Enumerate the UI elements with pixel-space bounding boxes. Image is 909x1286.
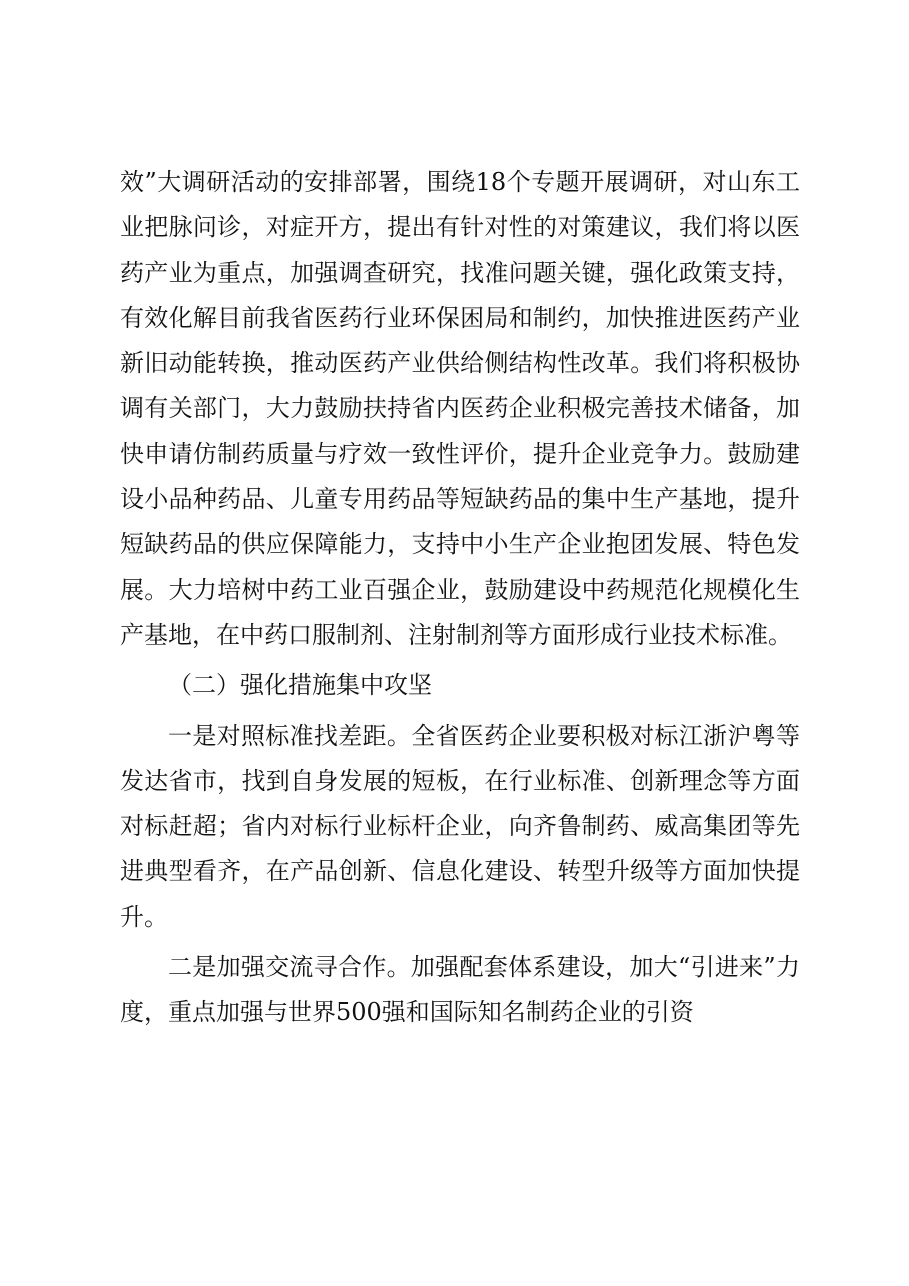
body-paragraph-cooperation: 二是加强交流寻合作。加强配套体系建设，加大“引进来”力度，重点加强与世界500强和国际知名制药企业的引资 bbox=[120, 953, 800, 1027]
body-paragraph-benchmark: 一是对照标准找差距。全省医药企业要积极对标江浙沪粤等发达省市，找到自身发展的短板，在行业标准、创新理念等方面对标赶超；省内对标行业标杆企业，向齐鲁制药、威高集团等先进典型看齐，在产品创新、信息化建设、转型升级等方面加快提升。 bbox=[120, 721, 800, 931]
body-paragraph-continuation: 效”大调研活动的安排部署，围绕18个专题开展调研，对山东工业把脉问诊，对症开方，提出有针对性的对策建议，我们将以医药产业为重点，加强调查研究，找准问题关键，强化政策支持，有效化解目前我省医药行业环保困局和制约，加快推进医药产业新旧动能转换，推动医药产业供给侧结构性改革。我们将积极协调有关部门，大力鼓励扶持省内医药企业积极完善技术储备，加快申请仿制药质量与疗效一致性评价，提升企业竞争力。鼓励建设小品种药品、儿童专用药品等短缺药品的集中生产基地，提升短缺药品的供应保障能力，支持中小生产企业抱团发展、特色发展。大力培树中药工业百强企业，鼓励建设中药规范化规模化生产基地，在中药口服制剂、注射制剂等方面形成行业技术标准。 bbox=[120, 168, 800, 649]
document-body bbox=[120, 160, 800, 1036]
section-heading: （二）强化措施集中攻坚 bbox=[168, 671, 432, 700]
